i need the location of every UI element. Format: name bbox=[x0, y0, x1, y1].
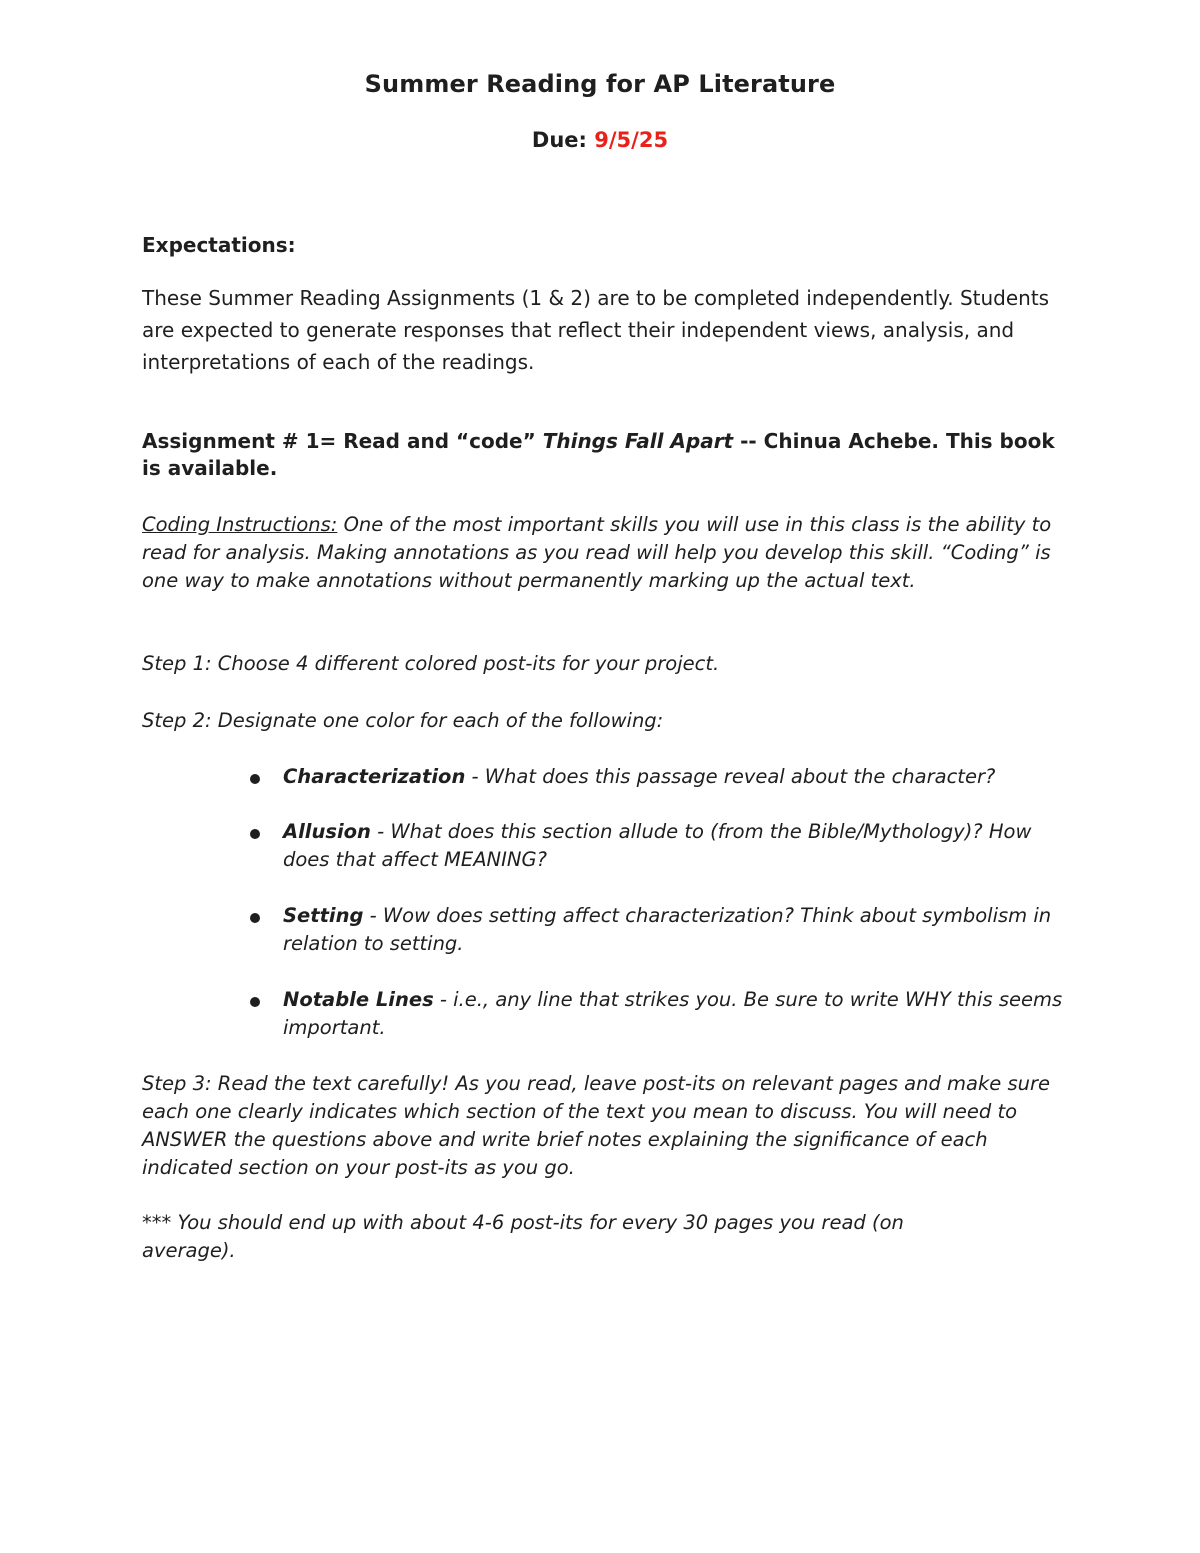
bullet-text bbox=[283, 902, 1073, 958]
bullet-desc: - i.e., any line that strikes you. Be sure to write WHY this seems important. bbox=[283, 988, 1063, 1039]
bullet-text bbox=[283, 818, 1073, 874]
step-2: Step 2: Designate one color for each of the following: bbox=[142, 709, 664, 732]
bullet-text bbox=[283, 763, 1073, 791]
expectations-heading: Expectations: bbox=[142, 233, 296, 257]
due-line bbox=[0, 128, 1200, 152]
bullet-dot bbox=[250, 913, 260, 923]
bullet-dot bbox=[250, 829, 260, 839]
assignment-1-book-title: Things Fall Apart bbox=[542, 429, 734, 453]
bullet-term: Setting bbox=[283, 904, 364, 927]
page-title: Summer Reading for AP Literature bbox=[364, 70, 836, 98]
bullet-text bbox=[283, 986, 1073, 1042]
bullet-term: Characterization bbox=[283, 765, 466, 788]
assignment-1-prefix: Assignment # 1= Read and “code” bbox=[142, 429, 543, 453]
bullet-desc: - Wow does setting affect characterization? Think about symbolism in relation to setting. bbox=[283, 904, 1052, 955]
post-it-note: *** You should end up with about 4-6 post-its for every 30 pages you read (on average). bbox=[142, 1211, 904, 1262]
assignment-1-suffix: -- Chinua Achebe. This book is available. bbox=[142, 429, 1055, 480]
coding-instructions bbox=[142, 511, 1067, 595]
bullet-desc: - What does this passage reveal about the character? bbox=[465, 765, 996, 788]
due-date: 9/5/25 bbox=[594, 128, 669, 152]
step-1: Step 1: Choose 4 different colored post-its for your project. bbox=[142, 652, 720, 675]
assignment-1-heading bbox=[142, 428, 1062, 482]
bullet-dot bbox=[250, 997, 260, 1007]
bullet-term: Notable Lines bbox=[283, 988, 434, 1011]
bullet-desc: - What does this section allude to (from the Bible/Mythology)? How does that affect MEANING? bbox=[283, 820, 1032, 871]
bullet-dot bbox=[250, 774, 260, 784]
due-label: Due: bbox=[531, 128, 595, 152]
step-3: Step 3: Read the text carefully! As you read, leave post-its on relevant pages and make sure each one clearly indicates which section of the text you mean to discuss. You will need to ANSWER the questions above and write brief notes explaining the significance of each indicated section on your post-its as you go. bbox=[142, 1072, 1051, 1179]
coding-instructions-label: Coding Instructions: bbox=[142, 513, 338, 536]
bullet-term: Allusion bbox=[283, 820, 371, 843]
expectations-text: These Summer Reading Assignments (1 & 2) are to be completed independently. Students are expected to generate responses that reflect their independent views, analysis, and interpretations of each of the readings. bbox=[142, 286, 1050, 374]
coding-instructions-text: One of the most important skills you will use in this class is the ability to read for analysis. Making annotations as you read will help you develop this skill. “Coding” is one way to make annotations without permanently marking up the actual text. bbox=[142, 513, 1052, 592]
